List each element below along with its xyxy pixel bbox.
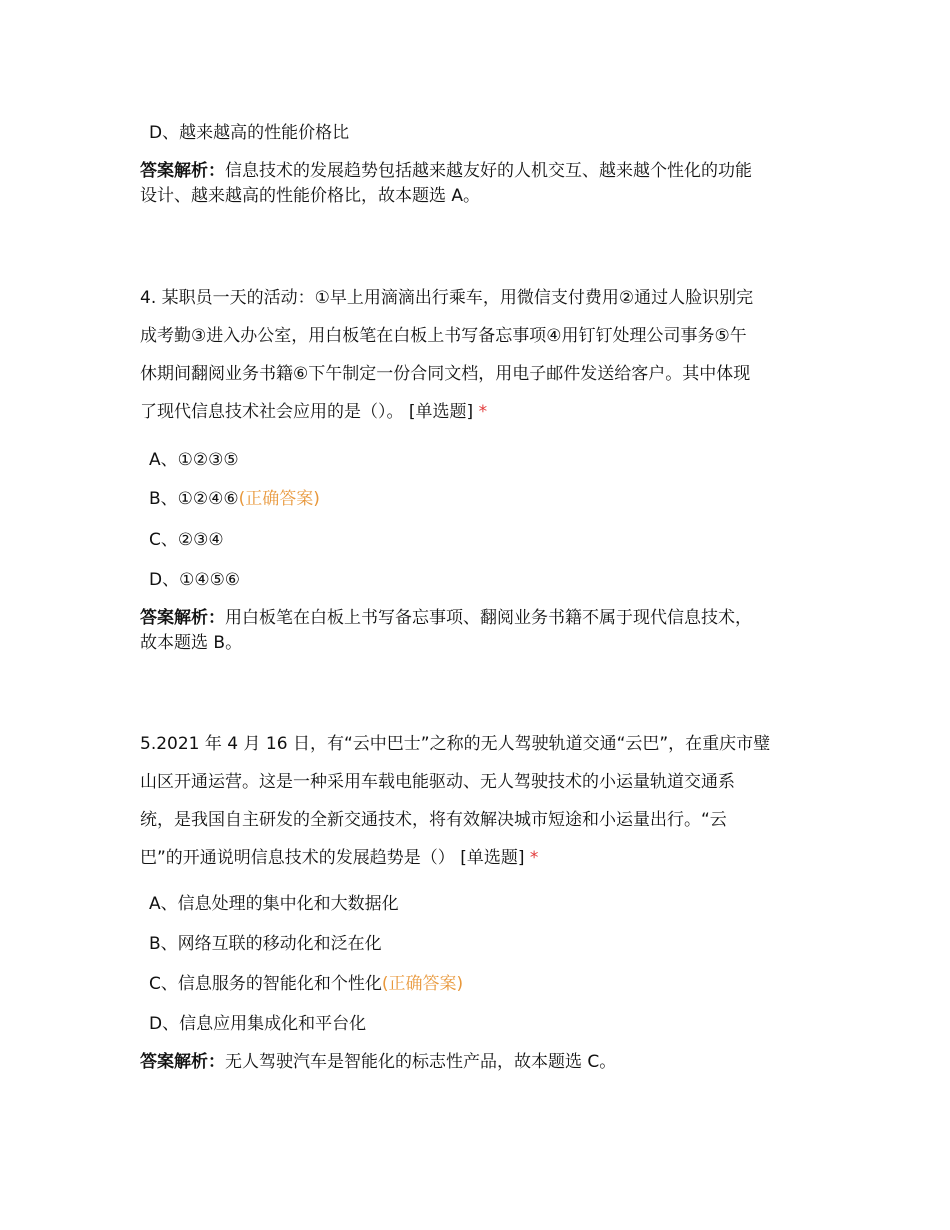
q4-analysis-label: 答案解析： [140, 608, 225, 628]
q5-question [140, 725, 820, 877]
q4-analysis [140, 606, 820, 656]
q3-analysis [140, 159, 820, 209]
q5-question-line-1: 5.2021 年 4 月 16 日，有“云中巴士”之称的无人驾驶轨道交通“云巴”，在重庆市璧 [140, 734, 771, 754]
q5-option-b-text: B、网络互联的移动化和泛在化 [149, 934, 382, 954]
q5-option-a [149, 893, 399, 915]
q4-analysis-line-2: 故本题选 B。 [140, 633, 243, 653]
q3-analysis-line-1: 信息技术的发展趋势包括越来越友好的人机交互、越来越个性化的功能 [225, 161, 752, 181]
q5-required-mark: * [529, 848, 539, 868]
q5-option-d-text: D、信息应用集成化和平台化 [149, 1014, 367, 1034]
q5-option-b [149, 933, 382, 955]
q5-analysis [140, 1050, 820, 1075]
q4-option-d [149, 569, 240, 591]
q4-analysis-line-1: 用白板笔在白板上书写备忘事项、翻阅业务书籍不属于现代信息技术， [225, 608, 752, 628]
q5-option-a-text: A、信息处理的集中化和大数据化 [149, 894, 399, 914]
q5-question-line-2: 山区开通运营。这是一种采用车载电能驱动、无人驾驶技术的小运量轨道交通系 [140, 772, 735, 792]
q5-option-c-correct-tag: (正确答案) [381, 974, 464, 994]
q4-option-c [149, 529, 224, 551]
q4-option-b [149, 488, 320, 510]
q5-analysis-label: 答案解析： [140, 1052, 225, 1072]
q3-option-d-text: D、越来越高的性能价格比 [149, 123, 350, 143]
q4-option-b-text: B、①②④⑥ [149, 489, 239, 509]
q4-required-mark: * [478, 402, 488, 422]
q5-question-line-3: 统，是我国自主研发的全新交通技术，将有效解决城市短途和小运量出行。“云 [140, 810, 727, 830]
q4-option-d-text: D、①④⑤⑥ [149, 570, 241, 590]
q4-question-line-1: 4. 某职员一天的活动：①早上用滴滴出行乘车，用微信支付费用②通过人脸识别完 [140, 288, 754, 308]
q5-analysis-line-1: 无人驾驶汽车是智能化的标志性产品，故本题选 C。 [225, 1052, 617, 1072]
q3-analysis-line-2: 设计、越来越高的性能价格比，故本题选 A。 [140, 186, 481, 206]
q3-option-d [149, 122, 349, 144]
q5-option-c-text: C、信息服务的智能化和个性化 [149, 974, 382, 994]
q4-question [140, 279, 820, 431]
q4-question-line-2: 成考勤③进入办公室，用白板笔在白板上书写备忘事项④用钉钉处理公司事务⑤午 [140, 326, 747, 346]
q5-option-c [149, 973, 463, 995]
q4-question-line-4: 了现代信息技术社会应用的是（）。 [单选题] [140, 402, 474, 422]
q5-question-line-4: 巴”的开通说明信息技术的发展趋势是（） [单选题] [140, 848, 525, 868]
q5-option-d [149, 1013, 366, 1035]
q4-option-a [149, 449, 239, 471]
q3-analysis-label: 答案解析： [140, 161, 225, 181]
q4-option-b-correct-tag: (正确答案) [238, 489, 320, 509]
q4-option-a-text: A、①②③⑤ [149, 450, 239, 470]
q4-option-c-text: C、②③④ [149, 530, 224, 550]
q4-question-line-3: 休期间翻阅业务书籍⑥下午制定一份合同文档，用电子邮件发送给客户。其中体现 [140, 364, 751, 384]
